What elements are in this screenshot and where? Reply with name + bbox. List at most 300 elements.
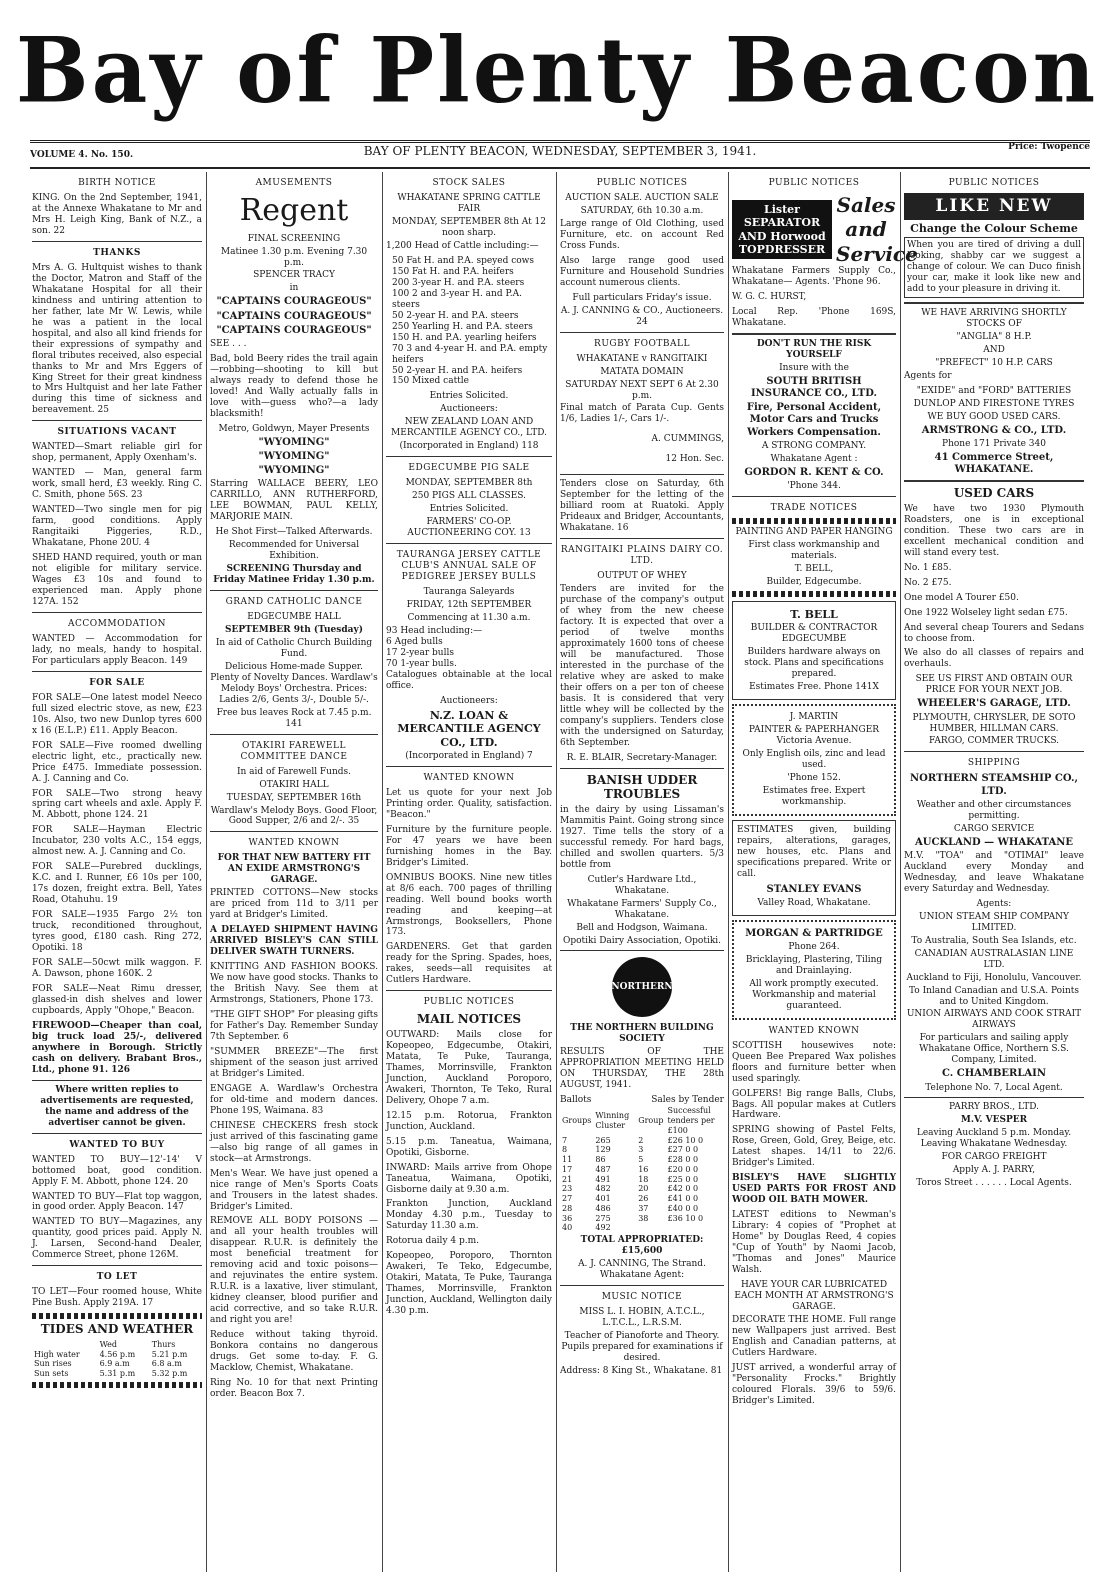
ornament [32,1382,202,1388]
list-item: 250 Yearling H. and P.A. steers [392,321,533,332]
table-header: Group [638,1116,664,1125]
ad: SHED HAND required, youth or man not eligible for military service. Wages £3 10s and found to experienced man. Apply phone 127A. 152 [32,553,202,607]
table-cell: £41 0 0 [667,1194,699,1203]
heading: SHIPPING [967,758,1021,769]
table-cell: 491 [595,1174,611,1184]
rule [210,734,378,735]
table-cell: 8 [562,1145,568,1155]
text: In aid of Catholic Church Building Fund. [215,637,373,659]
rule [732,496,896,497]
table-row [560,1175,724,1185]
rule [386,456,552,457]
text: DON'T RUN THE RISK YOURSELF [756,338,872,360]
list-item: 50 2-year H. and P.A. heifers [392,365,523,376]
text: One model A Tourer £50. [904,592,1019,603]
column-3 [386,172,552,1572]
rule [32,671,202,672]
text: Opotiki Dairy Association, Opotiki. [562,935,722,946]
morgan-ad [732,920,896,1020]
heading: OTAKIRI FAREWELL COMMITTEE DANCE [240,740,348,762]
table-cell: Thurs [151,1339,176,1349]
rule [560,1285,724,1286]
ad: Furniture by the furniture people. For 47 years we have been furnishing homes in the Bay. Bridger's Limited. [386,824,552,868]
tides-table [32,1340,202,1379]
text: Full particulars Friday's issue. [572,292,712,303]
list-item: 200 3-year H. and P.A. steers [392,277,525,288]
column-5 [732,172,918,1572]
ad: WANTED TO BUY—Flat top waggon, in good order. Apply Beacon. 147 [32,1191,202,1213]
text: INWARD: Mails arrive from Ohope Taneatua, Waimana, Opotiki, Gisborne daily at 9.30 a.m. [386,1162,552,1195]
text: SATURDAY NEXT SEPT 6 At 2.30 p.m. [565,379,719,401]
rule [560,538,724,539]
rule [210,831,378,832]
table-row [560,1136,724,1146]
film-title: "WYOMING" [258,465,330,477]
ornament [732,591,896,597]
heading: EDGECUMBE PIG SALE [408,463,530,474]
ad: GARDENERS. Get that garden ready for the Spring. Spades, hoes, rakes, seeds—all requisites at Cutlers Hardware. [386,942,552,986]
text: A. CUMMINGS, [651,434,724,445]
text: T. BELL [790,607,838,621]
text: Builders hardware always on stock. Plans and specifications prepared. [744,647,884,680]
text: 12.15 p.m. Rotorua, Frankton Junction, Auckland. [386,1110,552,1132]
rule [210,590,378,591]
price: Price: Twopence [1008,142,1090,152]
text: All work promptly executed. Workmanship and material guaranteed. [749,978,879,1011]
rule [32,241,202,242]
ad: Ring No. 10 for that next Printing order. Beacon Box 7. [210,1378,378,1399]
text: SATURDAY, 6th 10.30 a.m. [580,205,704,216]
text: Rotorua daily 4 p.m. [386,1236,479,1247]
text: MISS L. I. HOBIN, A.T.C.L., L.T.C.L., L.R.S.M. [579,1306,705,1328]
text: AUCTION SALE. AUCTION SALE [565,192,719,203]
heading: AMUSEMENTS [255,178,333,188]
text: "ANGLIA" 8 H.P. [956,331,1032,342]
text: Delicious Home-made Supper. Plenty of Novelty Dances. Wardlaw's Melody Boys' Orchestra. Prices: Ladies 2/6, Gents 3/-, Double 5/-. [210,661,378,705]
table-row [32,1359,202,1369]
ad: KNITTING AND FASHION BOOKS. We now have good stocks. Thanks to the British Navy. See them at Armstrongs, Stationers, Phone 173. [210,962,378,1006]
list-item: 150 Fat H. and P.A. heifers [392,266,514,277]
text: R. E. BLAIR, Secretary-Manager. [566,752,718,763]
text: Free bus leaves Rock at 7.45 p.m. 141 [216,707,372,729]
ad: GOLFERS! Big range Balls, Clubs, Bags. All popular makes at Cutlers Hardware. [732,1088,896,1121]
table-cell [32,1340,98,1350]
film-title: "CAPTAINS COURAGEOUS" [216,324,372,336]
rule [904,1097,1084,1098]
text: OTAKIRI HALL [259,779,329,790]
text: SCREENING Thursday and Friday Matinee Friday 1.30 p.m. [213,564,375,586]
text: When you are tired of driving a dull looking, shabby car we suggest a change of colour. We can Duco finish your car, make it look like new and add to your pleasure in driving it. [904,237,1084,298]
film-title: "WYOMING" [258,450,330,462]
text: 5.15 p.m. Taneatua, Waimana, Opotiki, Gisborne. [386,1136,552,1158]
text: Sales by Tender [651,1095,724,1106]
text: WHAKATANE v RANGITAIKI [576,353,708,364]
text: PAINTER & PAPERHANGER Victoria Avenue. [748,724,880,746]
ad: "SUMMER BREEZE"—The first shipment of the season just arrived at Bridger's Limited. [210,1046,378,1079]
bell-ad [732,601,896,700]
table-cell: 6.8 a.m [151,1359,182,1369]
film-title: "CAPTAINS COURAGEOUS" [216,296,372,308]
text: FOR CARGO FREIGHT [941,1152,1047,1163]
text: Builder, Edgecumbe. [766,576,862,587]
table-cell: 6.9 a.m [99,1359,130,1369]
text: Insure with the [779,362,849,373]
ornament [32,1313,202,1319]
text: Ballots [560,1095,592,1106]
ad: WANTED TO BUY—Magazines, any quantity, good prices paid. Apply N. J. Larsen, Second-hand Dealer, Commerce Street, phone 126M. [32,1217,202,1261]
text: We have two 1930 Plymouth Roadsters, one is in exceptional condition. These two cars are in excellent mechanical condition and will stand every test. [904,503,1084,558]
rule [386,766,552,767]
heading: MAIL NOTICES [416,1012,522,1027]
heading: THANKS [93,247,141,258]
like-new-banner: LIKE NEW [904,193,1084,220]
heading: PUBLIC NOTICES [423,997,515,1008]
dateline-title: BAY OF PLENTY BEACON, WEDNESDAY, SEPTEMBER 3, 1941. [363,144,757,158]
list-item: 150 Mixed cattle [392,376,470,387]
text: Local Rep. 'Phone 169S, Whakatane. [732,307,896,329]
text: Auctioneers: [440,695,498,706]
text: First class workmanship and materials. [748,539,880,561]
text: Telephone No. 7, Local Agent. [925,1082,1063,1093]
table-cell [666,1223,724,1233]
text: To Australia, South Sea Islands, etc. [911,935,1077,946]
table-header: Groups [562,1116,592,1125]
text: Kopeopeo, Poroporo, Thornton Awakeri, Te Teko, Edgecumbe, Otakiri, Matata, Te Puke, Tauranga Thames, Morrinsville, Frankton Junction, Auckland, Wellington daily 4.30 p.m. [386,1251,552,1317]
heading: PUBLIC NOTICES [948,178,1040,188]
column-6 [904,172,1084,1572]
rule [732,333,896,335]
heading: PUBLIC NOTICES [768,178,860,188]
text: FINAL SCREENING [247,233,341,244]
text: EDGECUMBE HALL [247,611,341,622]
text: Estimates Free. Phone 141X [749,681,879,692]
ad: Men's Wear. We have just opened a nice range of Men's Sports Coats and Trousers in the latest shades. Bridger's Limited. [210,1168,378,1212]
text: Agents: [976,898,1012,909]
ad: FOR SALE—Two strong heavy spring cart wheels and axle. Apply F. M. Abbott, phone 124. 21 [32,788,202,821]
text: Tenders are invited for the purchase of the company's output of whey from the new cheese factory. It is expected that over a period of twelve months approximately 1600 tons of cheese will be manufactured. Those interested in the purchase of the relative whey are asked to make their offers on a per ton of cheese basis. It is considered that very little whey will be collected by the company's suppliers. Tenders close with the undersigned on Saturday, 6th September. [560,584,724,748]
table-row [560,1106,724,1135]
table-cell: 86 [595,1155,606,1164]
table-cell: £36 10 0 [667,1213,704,1223]
table-cell: 492 [595,1223,611,1233]
heading: TAURANGA JERSEY CATTLE CLUB'S ANNUAL SALE OF PEDIGREE JERSEY BULLS [396,550,542,583]
ad: A DELAYED SHIPMENT HAVING ARRIVED BISLEY'S CAN STILL DELIVER SWATH TURNERS. [210,925,378,958]
list-item: 93 Head including:— [386,625,483,636]
table-cell: £27 0 0 [667,1145,699,1155]
column-rule [206,172,207,1572]
text: PARRY BROS., LTD. [948,1102,1039,1113]
martin-ad [732,704,896,816]
ad: JUST arrived, a wonderful array of "Personality Frocks." Brightly coloured Florals. 39/6 to 59/6. Bridger's Limited. [732,1362,896,1406]
text: AUCKLAND — WHAKATANE [914,836,1074,848]
text: DUNLOP AND FIRESTONE TYRES [913,398,1075,409]
text: Recommended for Universal Exhibition. [228,540,360,562]
table-cell: 16 [638,1164,649,1174]
text: Change the Colour Scheme [910,221,1078,235]
ad: FOR SALE—1935 Fargo 2½ ton truck, reconditioned throughout, tyres good, £180 cash. Ring 272, Opotiki. 18 [32,910,202,954]
table-cell: 18 [638,1174,649,1184]
text: 12 Hon. Sec. [665,454,724,465]
text: MORGAN & PARTRIDGE [745,927,883,939]
text: SEE US FIRST AND OBTAIN OUR PRICE FOR YOUR NEXT JOB. [915,674,1073,696]
text: Whakatane Agent : [770,453,858,464]
table-cell: £42 0 0 [667,1184,699,1194]
table-cell: 5.32 p.m [151,1369,188,1379]
regent-logo: Regent [239,192,349,228]
text: For particulars and sailing apply Whakatane Office, Northern S.S. Company, Limited. [919,1033,1069,1066]
table-row [560,1145,724,1155]
text: BUILDER & CONTRACTOR EDGECUMBE [750,623,878,645]
masthead: Bay of Plenty Beacon [15,17,1099,124]
text: One 1922 Wolseley light sedan £75. [904,607,1068,618]
list-item: 17 2-year bulls [386,647,454,658]
ad: WANTED — Accommodation for lady, no meals, handy to hospital. For particulars apply Beacon. 149 [32,633,202,666]
text: He Shot First—Talked Afterwards. [215,527,373,538]
rule [30,140,1090,143]
text: Starring WALLACE BEERY, LEO CARRILLO, ANN RUTHERFORD, LEE BOWMAN, PAUL KELLY, MARJORIE MAIN. [210,479,378,523]
text: To Inland Canadian and U.S.A. Points and to United Kingdom. [908,985,1080,1007]
heading: TIDES AND WEATHER [40,1322,194,1337]
rule [904,302,1084,304]
text: ESTIMATES given, building repairs, alterations, garages, new houses, etc. Plans and specifications prepared. Write or call. [737,824,891,879]
ad: FIREWOOD—Cheaper than coal, big truck load 25/-, delivered anywhere in Borough. Strictly cash on delivery. Brabant Bros., Ltd., phone 91. 126 [32,1020,202,1075]
table-row [32,1369,202,1379]
text: Tenders close on Saturday, 6th September for the letting of the billiard room at Ruatoki. Apply Prideaux and Bridger, Accountants, Whakatane. 16 [560,479,724,534]
text: TOTAL APPROPRIATED: £15,600 [580,1235,704,1256]
list-item: 150 H. and P.A. yearling heifers [392,332,537,343]
ad: CHINESE CHECKERS fresh stock just arrived of this fascinating game—also big range of all games in stock—at Armstrongs. [210,1120,378,1164]
text: In aid of Farewell Funds. [236,766,352,777]
text: 'Phone 152. [787,772,841,783]
text: STANLEY EVANS [766,883,862,895]
heading: TRADE NOTICES [770,502,858,513]
ad: REMOVE ALL BODY POISONS —and all your health troubles will disappear. R.U.R. is definitely the most beneficial treatment for removing acid and toxic poisons—and rejuvinates the entire system. R.U.R. is a laxative, liver stimulant, kidney cleanser, blood purifier and acid corrective, and so take R.U.R. and right you are! [210,1216,378,1326]
text: C. CHAMBERLAIN [942,1068,1046,1080]
ad: FOR SALE—Neat Rimu dresser, glassed-in dish shelves and lower cupboards, Apply "Ohope," Beacon. [32,984,202,1016]
text: Valley Road, Whakatane. [757,897,871,908]
table-row [560,1155,724,1165]
text: NORTHERN STEAMSHIP CO., LTD. [910,773,1078,797]
text: And several cheap Tourers and Sedans to choose from. [904,622,1084,644]
ad: WANTED—Two single men for pig farm, good conditions. Apply Rangitaiki Piggeries, R.D., Whakatane, Phone 20U. 4 [32,505,202,549]
text: 1,200 Head of Cattle including:— [386,240,539,251]
text: Bell and Hodgson, Waimana. [576,922,708,933]
table-row [560,1184,724,1194]
table-cell: 265 [595,1135,611,1145]
text: A STRONG COMPANY. [761,440,867,451]
text: M.V. VESPER [960,1115,1028,1126]
list-item: 6 Aged bulls [386,636,443,647]
table-cell: 17 [562,1164,573,1174]
text: Tauranga Saleyards [423,587,515,597]
heading: FOR SALE [89,677,145,688]
table-cell: 21 [562,1174,573,1184]
text: W. G. C. HURST, [732,292,807,303]
text: "PREFECT" 10 H.P. CARS [935,357,1053,368]
text: No. 2 £75. [904,577,952,588]
table-row [560,1194,724,1204]
heading: WANTED KNOWN [248,838,340,849]
text: SEPTEMBER 9th (Tuesday) [225,624,363,635]
text: Weather and other circumstances permitting. [916,799,1072,821]
ad: FOR SALE—50cwt milk waggon. F. A. Dawson, phone 160K. 2 [32,958,202,980]
ad: LATEST editions to Newman's Library: 4 copies of "Prophet at Home" by Douglas Reed, 4 copies "Cup of Youth" by Naomi Jacob, "Thomas and Jones" Maurice Walsh. [732,1210,896,1276]
table-cell: Sun rises [34,1359,72,1369]
text: Estimates free. Expert workmanship. [762,785,866,807]
text: THE NORTHERN BUILDING SOCIETY [570,1023,714,1045]
table-cell: 20 [638,1184,649,1194]
northern-logo: NORTHERN [612,957,672,1017]
table-header: Winning Cluster [595,1111,630,1130]
table-cell: 36 [562,1213,573,1223]
text: SEE . . . [210,338,247,349]
text: AND [983,344,1005,355]
heading: SITUATIONS VACANT [57,427,177,438]
rule [904,480,1084,482]
rule [560,950,724,951]
heading: TO LET [96,1272,138,1283]
text: ARMSTRONG & CO., LTD. [921,424,1067,436]
text: UNION STEAM SHIP COMPANY LIMITED. [919,911,1069,933]
text: Bricklaying, Plastering, Tiling and Drainlaying. [745,954,883,976]
table-cell: 3 [638,1145,644,1155]
text: WE HAVE ARRIVING SHORTLY STOCKS OF [921,307,1067,329]
text: (Incorporated in England) 118 [399,441,539,452]
ad: SPRING showing of Pastel Felts, Rose, Green, Gold, Grey, Beige, etc. Latest shapes. 14/11 to 22/6. Bridger's Limited. [732,1125,896,1169]
rule [560,332,724,333]
ad: FOR SALE—One latest model Neeco full sized electric stove, as new, £23 10s. Also, two new Dunlop tyres 600 x 16 (E.L.P.) £11. Apply Beacon. [32,692,202,736]
column-rule [728,172,729,1572]
table-cell: £28 0 0 [667,1155,699,1164]
text: A. J. CANNING, The Strand. Whakatane Agent: [578,1258,706,1280]
table-cell: 275 [595,1213,611,1223]
text: MONDAY, SEPTEMBER 8th [405,478,533,489]
table-cell: 38 [638,1213,649,1223]
table-row [560,1165,724,1175]
heading: WANTED KNOWN [768,1025,860,1036]
text: Whakatane Farmers' Supply Co., Whakatane. [567,898,717,920]
text: FARMERS' CO-OP. AUCTIONEERING COY. 13 [407,517,531,539]
column-rule [900,172,901,1572]
ballot-table [560,1106,724,1233]
text: WHEELER'S GARAGE, LTD. [917,698,1071,710]
ad: TO LET—Four roomed house, White Pine Bush. Apply 219A. 17 [32,1287,202,1309]
text: 'Phone 344. [787,480,841,491]
text: No. 1 £85. [904,562,952,573]
rule [386,990,552,991]
ad: "THE GIFT SHOP" For pleasing gifts for Father's Day. Remember Sunday 7th September. 6 [210,1010,378,1042]
text: Leaving Auckland 5 p.m. Monday. Leaving Whakatane Wednesday. [916,1128,1072,1150]
text: "EXIDE" and "FORD" BATTERIES [916,385,1072,396]
column-4 [560,172,724,1572]
ad: WANTED — Man, general farm work, small herd, £3 weekly. Ring C. C. Smith, phone 56S. 23 [32,468,202,501]
text: J. MARTIN [789,711,839,722]
table-cell: 40 [562,1223,573,1233]
text: UNION AIRWAYS AND COOK STRAIT AIRWAYS [906,1009,1082,1031]
text: FARGO, COMMER TRUCKS. [928,736,1060,747]
text: (Incorporated in England) 7 [405,750,533,761]
evans-ad [732,820,896,916]
heading: RANGITAIKI PLAINS DAIRY CO. LTD. [560,545,724,567]
rule [560,474,724,475]
text: Entries Solicited. [429,391,509,402]
lister-ad [732,192,918,266]
text: N.Z. LOAN & MERCANTILE AGENCY CO., LTD. [397,708,541,749]
text: Metro, Goldwyn, Mayer Presents [218,423,370,434]
rule [32,420,202,421]
table-cell: 482 [595,1184,611,1194]
text: Matinee 1.30 p.m. Evening 7.30 p.m. [220,246,368,268]
text: CANADIAN AUSTRALASIAN LINE LTD. [914,948,1074,970]
ad: FOR SALE—Five roomed dwelling electric light, etc., practically new. Price £475. Immediate possession. A. J. Canning and Co. [32,740,202,784]
table-cell: Sun sets [34,1369,69,1379]
text: NEW ZEALAND LOAN AND MERCANTILE AGENCY CO., LTD. [391,417,547,439]
ad: SCOTTISH housewives note: Queen Bee Prepared Wax polishes floors and furniture better when used sparingly. [732,1040,896,1084]
rule [32,1265,202,1266]
column-rule [556,172,557,1572]
text: Also large range good used Furniture and Household Sundries account numerous clients. [560,255,724,288]
table-cell: 7 [562,1135,568,1145]
ad: BISLEY'S HAVE SLIGHTLY USED PARTS FOR FROST AND WOOD OIL BATH MOWER. [732,1173,896,1206]
list-item: 50 2-year H. and P.A. steers [392,310,519,321]
heading: MUSIC NOTICE [601,1291,683,1302]
ad: HAVE YOUR CAR LUBRICATED EACH MONTH AT ARMSTRONG'S GARAGE. [734,1280,894,1312]
text: Auckland to Fiji, Honolulu, Vancouver. [906,972,1082,983]
sales-service: Sales and Service [836,192,918,266]
list-item: 70 1-year bulls. [386,658,457,669]
text: SPENCER TRACY [253,270,335,281]
table-cell: 26 [638,1194,649,1203]
heading: ACCOMMODATION [68,618,166,629]
text: Wardlaw's Melody Boys. Good Floor, Good Supper, 2/6 and 2/-. 35 [210,805,378,827]
text: Bad, bold Beery rides the trail again—robbing—shooting to kill but always ready to defend those he loved! And Wally actually falls in love with—guess who?—a lady blacksmith! [210,353,378,419]
list-item: 70 3 and 4-year H. and P.A. empty heifers [392,343,548,365]
dateline [30,144,1090,164]
lister-logo: Lister SEPARATOR AND Horwood TOPDRESSER [732,200,832,259]
text: T. BELL, [794,563,834,574]
table-row [560,1223,724,1233]
table-cell: 487 [595,1164,611,1174]
list-item: 100 2 and 3-year H. and P.A. steers [392,288,522,310]
text: MATATA DOMAIN [600,366,684,377]
heading: RUGBY FOOTBALL [594,338,690,349]
text: Fire, Personal Accident, Motor Cars and Trucks Workers Compensation. [746,402,882,438]
table-cell [636,1223,665,1233]
heading: STOCK SALES [432,178,506,188]
column-rule [382,172,383,1572]
text: Address: 8 King St., Whakatane. 81 [560,1365,723,1376]
table-cell: £40 0 0 [667,1203,699,1213]
text: Entries Solicited. [429,504,509,515]
rule [32,1133,202,1134]
text: M.V. "TOA" and "OTIMAI" leave Auckland every Monday and Wednesday, and leave Whakatane every Saturday and Wednesday. [904,850,1084,894]
rule [560,768,724,769]
text: in the dairy by using Lissaman's Mammitis Paint. Going strong since 1927. Time tells the story of a successful remedy. For hard bags, chilled and swollen quarters. 5/3 bottle from [560,804,724,870]
text: GORDON R. KENT & CO. [744,466,884,478]
table-row [32,1350,202,1360]
text: MONDAY, SEPTEMBER 8th At 12 noon sharp. [392,216,546,238]
heading: USED CARS [953,486,1035,501]
text: Cutler's Hardware Ltd., Whakatane. [587,874,697,896]
table-cell: £26 10 0 [667,1135,704,1145]
table-cell: Wed [99,1339,117,1349]
ad: OMNIBUS BOOKS. Nine new titles at 8/6 each. 700 pages of thrilling reading. Well bound books worth reading and keeping—at Armstrongs, Booksellers, Phone 173. [386,872,552,938]
text: RESULTS OF THE APPROPRIATION MEETING HELD ON THURSDAY, THE 28th AUGUST, 1941. [560,1047,724,1091]
text: Large range of Old Clothing, used Furniture, etc. on account Red Cross Funds. [560,218,724,251]
ornament [732,518,896,524]
table-cell: 129 [595,1145,611,1155]
table-cell: 11 [562,1155,573,1164]
